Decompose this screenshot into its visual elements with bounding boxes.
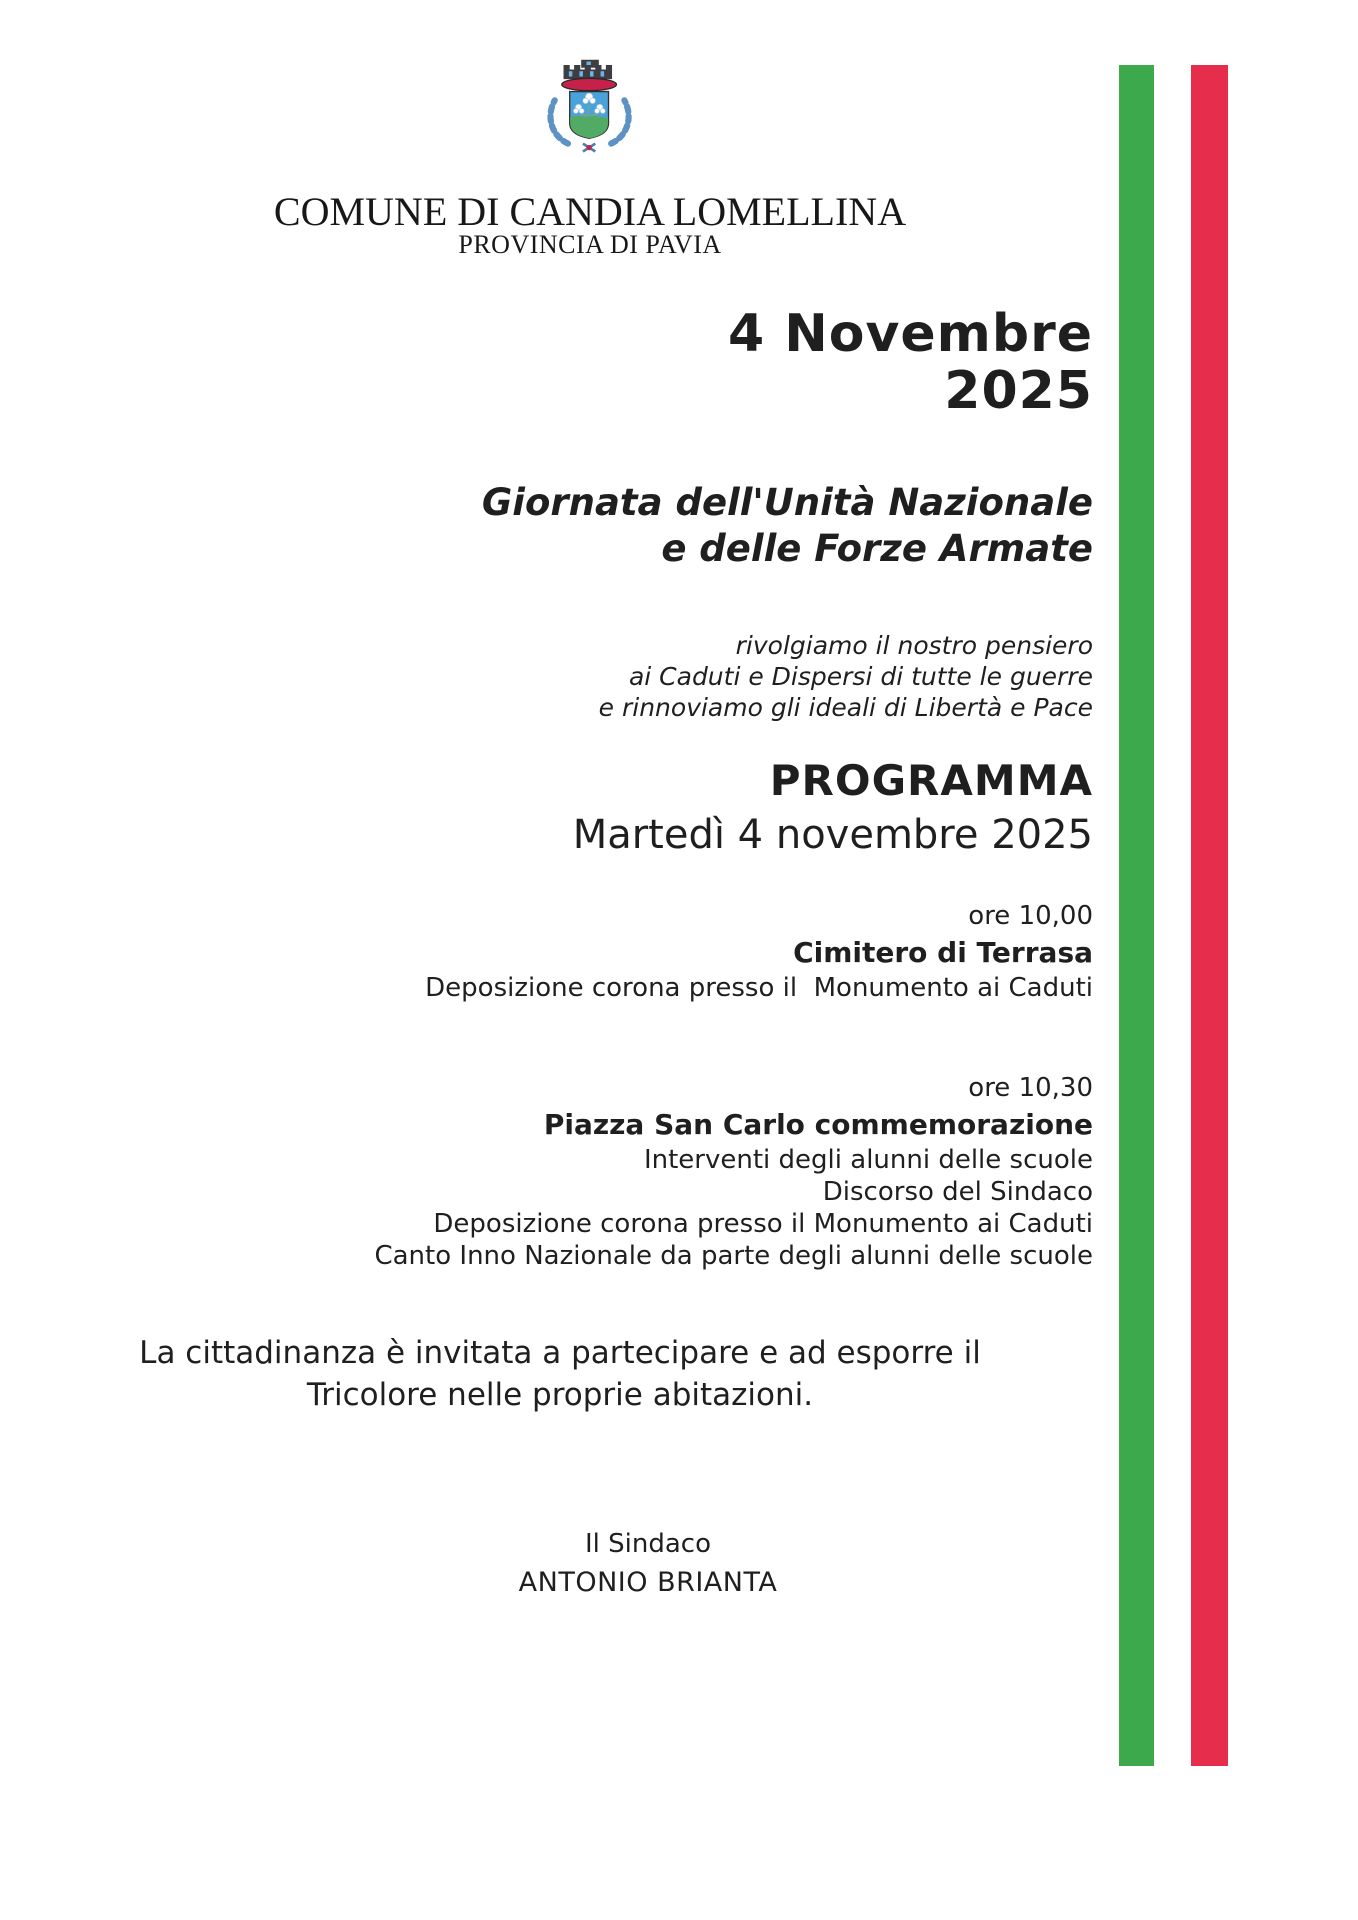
province-name: PROVINCIA DI PAVIA <box>458 230 722 259</box>
event-date-line2: 2025 <box>944 361 1093 421</box>
event-date-title <box>60 306 1093 420</box>
program-item <box>60 1072 1093 1272</box>
signature-name: ANTONIO BRIANTA <box>518 1567 778 1598</box>
program-detail: Discorso del Sindaco <box>822 1177 1093 1207</box>
event-title-line2: e delle Forze Armate <box>661 527 1093 570</box>
event-date-line1: 4 Novembre <box>727 304 1093 364</box>
program-detail: Deposizione corona presso il Monumento ai Caduti <box>425 973 1093 1003</box>
program-item-details <box>60 972 1093 1004</box>
crest-laurel-right <box>611 100 628 143</box>
program-item-details <box>60 1144 1093 1272</box>
crest-crown-window <box>601 71 605 76</box>
dedication-text <box>60 630 1093 723</box>
program-day: Martedì 4 novembre 2025 <box>572 812 1093 858</box>
invitation-text <box>65 1332 1055 1416</box>
municipality-name: COMUNE DI CANDIA LOMELLINA <box>273 189 907 234</box>
program-heading: PROGRAMMA <box>769 756 1093 805</box>
signature-role: Il Sindaco <box>584 1529 711 1559</box>
program-item <box>60 900 1093 1004</box>
invitation-line2: Tricolore nelle proprie abitazioni. <box>306 1377 814 1413</box>
dedication-line: rivolgiamo il nostro pensiero <box>735 631 1093 660</box>
header <box>0 58 1180 258</box>
dedication-line: ai Caduti e Dispersi di tutte le guerre <box>628 662 1093 691</box>
program-item-time: ore 10,00 <box>968 901 1093 931</box>
crest-laurel-left <box>550 100 567 143</box>
crest-ribbon-knot <box>586 145 591 150</box>
flag-stripe-green <box>1119 65 1154 1766</box>
program-detail: Interventi degli alunni delle scuole <box>643 1145 1093 1175</box>
program-item-place: Cimitero di Terrasa <box>793 936 1093 969</box>
program-detail: Canto Inno Nazionale da parte degli alunni delle scuole <box>374 1241 1093 1271</box>
event-title-line1: Giornata dell'Unità Nazionale <box>481 481 1093 524</box>
program-item-place: Piazza San Carlo commemorazione <box>543 1108 1093 1141</box>
invitation-line1: La cittadinanza è invitata a partecipare e ad esporre il <box>139 1335 981 1371</box>
event-title <box>60 480 1093 572</box>
municipal-crest-icon <box>537 58 643 178</box>
crest-crown-window <box>586 62 590 66</box>
program-item-time: ore 10,30 <box>968 1073 1093 1103</box>
signature-block <box>448 1528 848 1600</box>
crest-crown-window <box>579 71 583 76</box>
crest-crown-window <box>590 71 594 76</box>
crest-crown-window <box>569 71 573 76</box>
crest-red-cap <box>562 78 617 90</box>
main-column <box>60 306 1093 1272</box>
crest-grass <box>570 116 608 138</box>
program-detail: Deposizione corona presso il Monumento ai Caduti <box>433 1209 1093 1239</box>
dedication-line: e rinnoviamo gli ideali di Libertà e Pace <box>598 693 1093 722</box>
flag-stripe-red <box>1191 65 1228 1766</box>
